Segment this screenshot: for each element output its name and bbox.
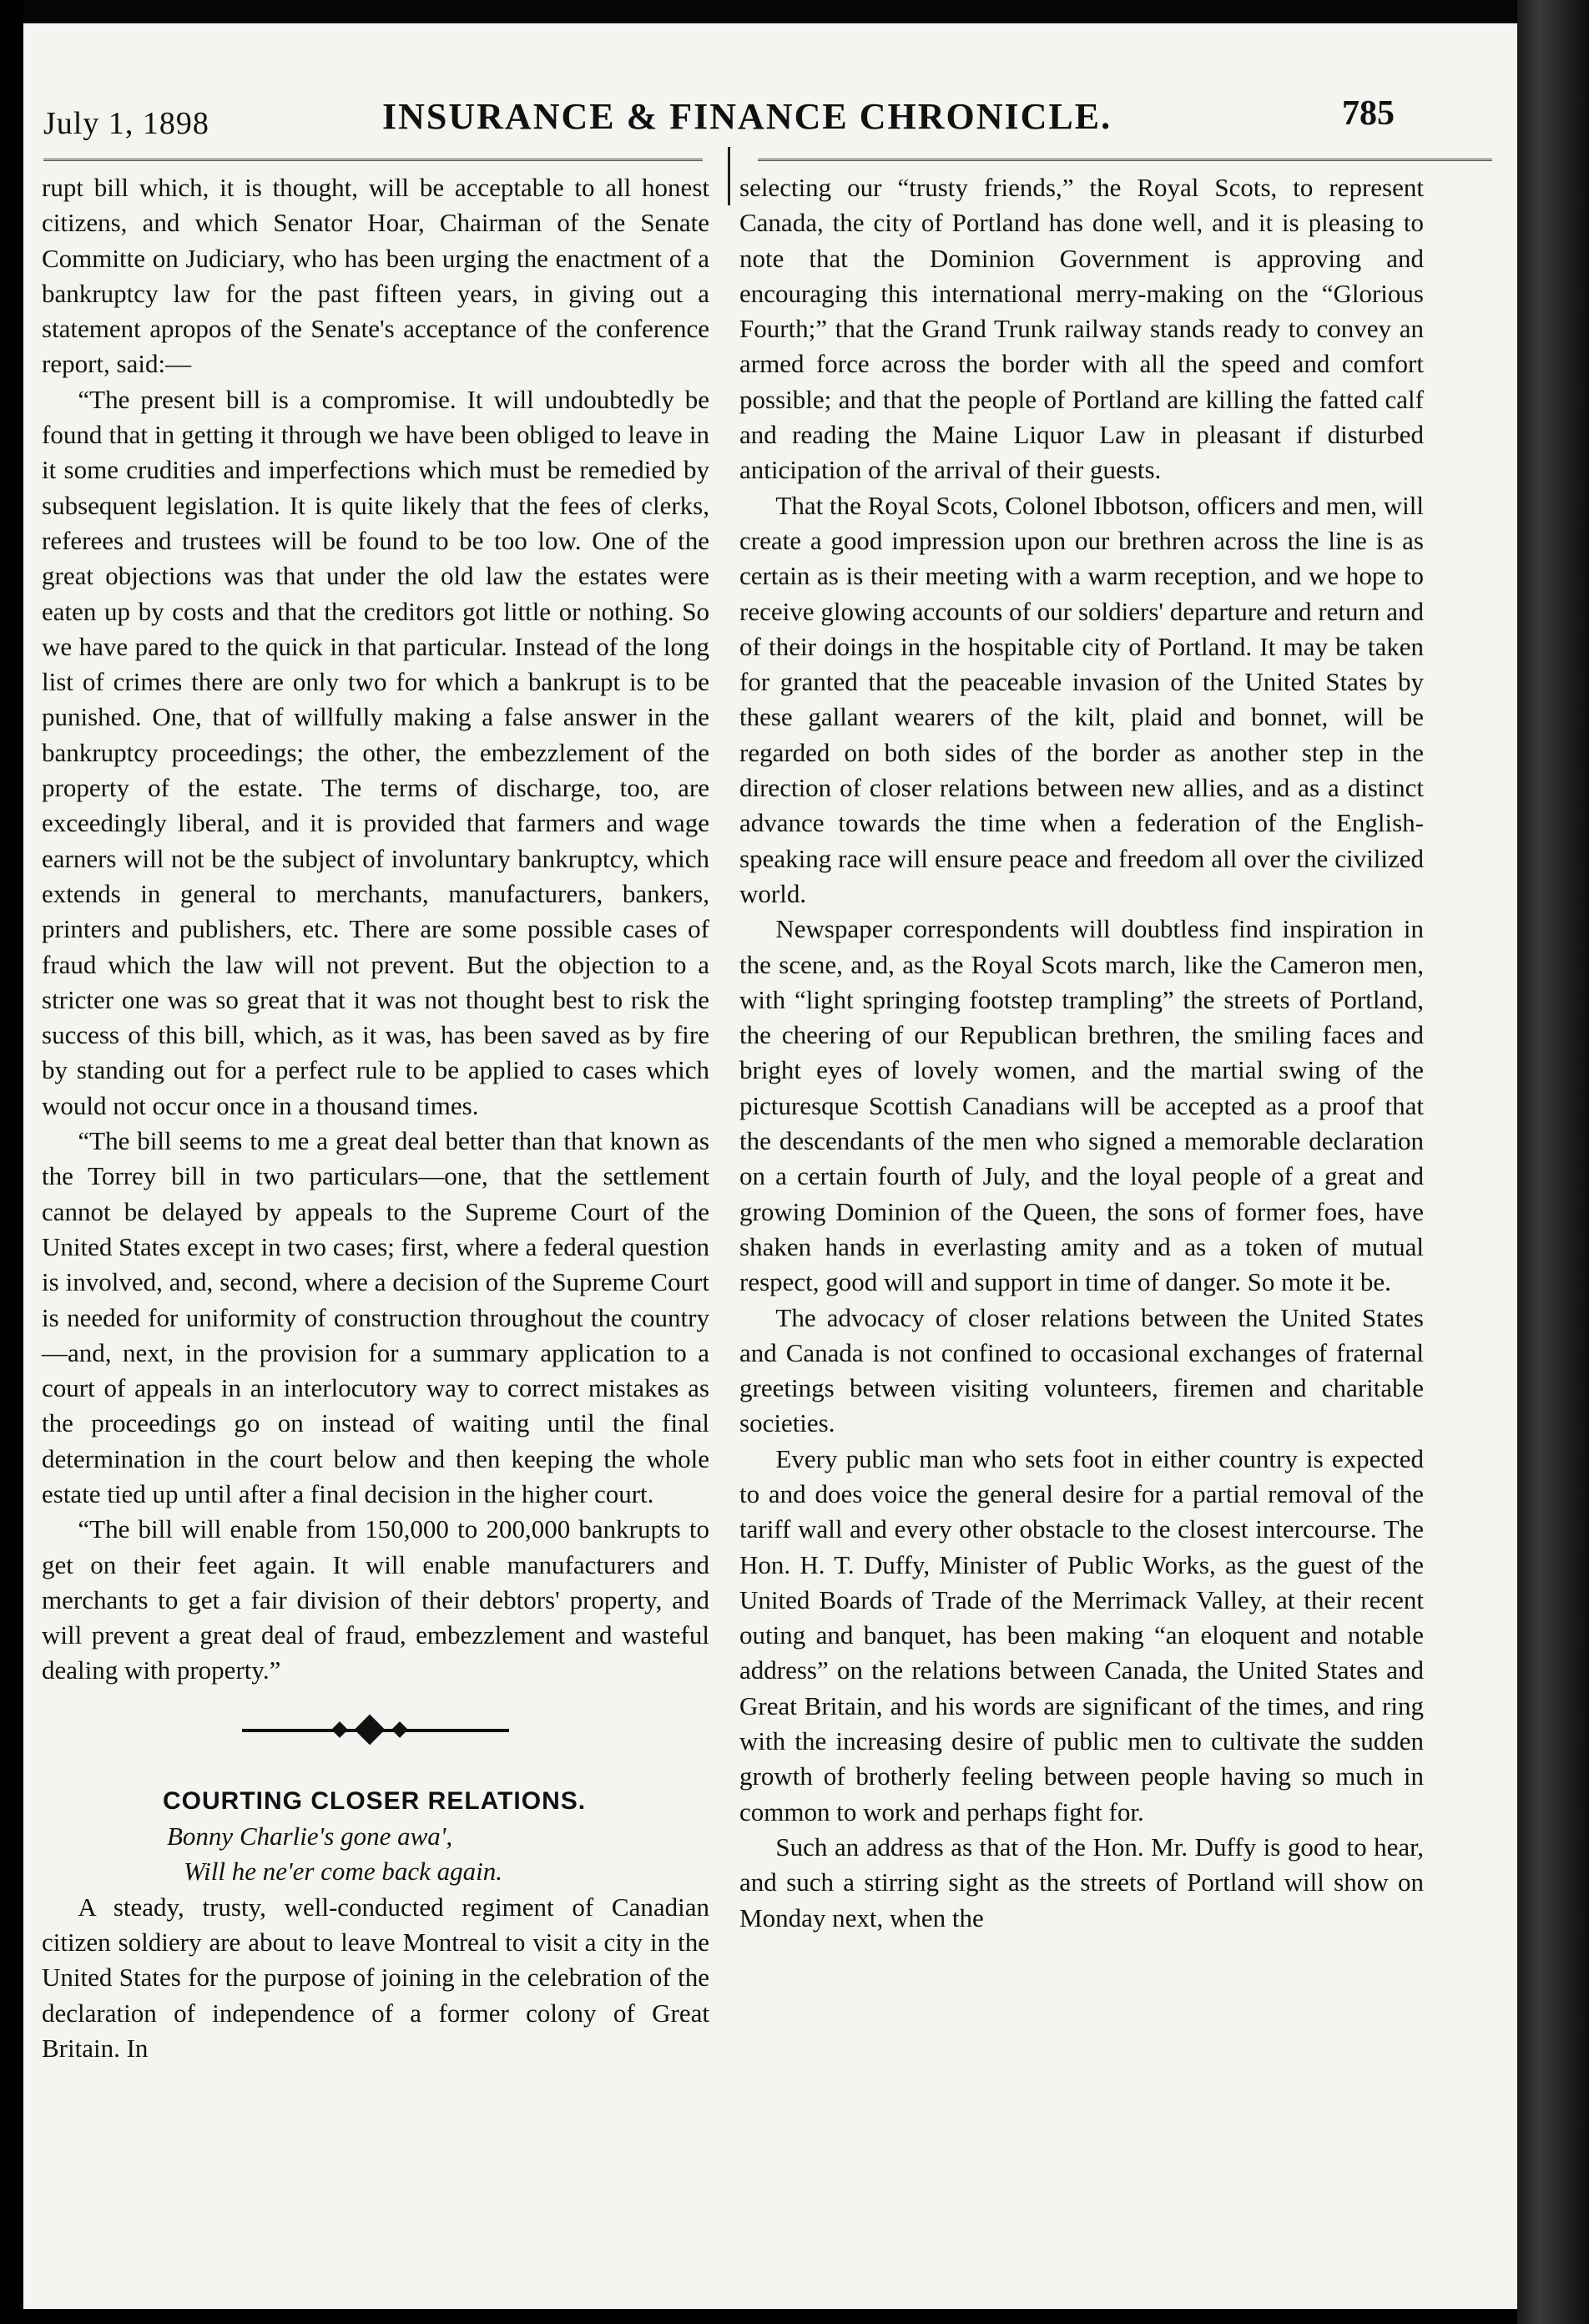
paragraph: The advocacy of closer relations between the United States and Canada is not confined to occasional exchanges of fraternal greetings between visiting volunteers, firemen and charitable societies. [739,1302,1424,1438]
paragraph: Such an address as that of the Hon. Mr. Duffy is good to hear, and such a stirring sight as the streets of Portland will show on Monday next, when the [739,1831,1424,1932]
paragraph: “The bill seems to me a great deal better than that known as the Torrey bill in two particulars—one, that the settlement cannot be delayed by appeals to the Supreme Court of the United States except in two cases; first, where a federal question is involved, and, second, where a decision of the Supreme Court is needed for uniformity of construction throughout the country—and, next, in the provision for a summary application to a court of appeals in an interlocutory way to correct mistakes as the proceedings go on instead of waiting until the final determination in the court below and then keeping the whole estate tied up until after a final decision in the higher court. [42,1126,709,1508]
section-title: COURTING CLOSER RELATIONS. [163,1786,587,1815]
paragraph: Every public man who sets foot in either country is expected to and does voice the general desire for a partial removal of the tariff wall and every other obstacle to the closest intercourse. The Hon. H. T. Duffy, Minister of Public Works, as the guest of the United Boards of Trade of the Merrimack Valley, at their recent outing and banquet, has been making “an eloquent and notable address” on the relations between Canada, the United States and Great Britain, and his words are significant of the times, and ring with the increasing desire of public men to cultivate the sudden growth of brotherly feeling between people having so much in common to work and perhaps fight for. [739,1443,1424,1826]
column-divider [728,147,730,205]
paragraph: “The bill will enable from 150,000 to 200,000 bankrupts to get on their feet again. It will enable manufacturers and merchants to get a fair division of their debtors' property, and will prevent a great deal of fraud, embezzlement and wasteful dealing with property.” [42,1514,709,1685]
publication-title: INSURANCE & FINANCE CHRONICLE. [382,96,1112,137]
paragraph: Newspaper correspondents will doubtless find inspiration in the scene, and, as the Royal Scots march, like the Cameron men, with “light springing footstep trampling” the streets of Portland, the cheering of our Republican brethren, the smiling faces and bright eyes of lovely women, and the martial swing of the picturesque Scottish Canadians will be accepted as a proof that the descendants of the men who signed a memorable declaration on a certain fourth of July, and the loyal people of a great and growing Dominion of the Queen, the sons of former foes, have shaken hands in everlasting amity and as a token of mutual respect, good will and support in time of danger. So mote it be. [739,914,1424,1297]
page-header [23,63,1517,172]
paragraph: rupt bill which, it is thought, will be acceptable to all honest citizens, and which Senator Hoar, Chairman of the Senate Committe on Judiciary, who has been urging the enactment of a bankruptcy law for the past fifteen years, in giving out a statement apropos of the Senate's acceptance of the conference report, said:— [42,173,709,379]
paragraph: “The present bill is a compromise. It will undoubtedly be found that in getting it through we have been obliged to leave in it some crudities and imperfections which must be remedied by subsequent legislation. It is quite likely that the fees of clerks, referees and trustees will be found to be too low. One of the great objections was that under the old law the estates were eaten up by costs and that the creditors got little or nothing. So we have pared to the quick in that particular. Instead of the long list of crimes there are only two for which a bankrupt is to be punished. One, that of willfully making a false answer in the bankruptcy proceedings; the other, the embezzlement of the property of the estate. The terms of discharge, too, are exceedingly liberal, and it is provided that farmers and wage earners will not be the subject of involuntary bankruptcy, which extends in general to merchants, manufacturers, bankers, printers and publishers, etc. There are some possible cases of fraud which the law will not prevent. But the objection to a stricter one was so great that it was not thought best to risk the success of this bill, which, as it was, has been saved as by fire by standing out for a perfect rule to be applied to cases which would not occur once in a thousand times. [42,384,709,1120]
page-number: 785 [1342,94,1395,133]
section-ornament [42,1717,709,1742]
left-column [42,170,709,2066]
header-rule-right [758,159,1492,161]
right-column [739,170,1424,1936]
header-rule-left [43,159,703,161]
paragraph: That the Royal Scots, Colonel Ibbotson, officers and men, will create a good impression upon our brethren across the line is as certain as is their meeting with a warm reception, and we hope to receive glowing accounts of our soldiers' departure and return and of their doings in the hospitable city of Portland. It may be taken for granted that the peaceable invasion of the United States by these gallant wearers of the kilt, plaid and bonnet, will be regarded on both sides of the border as another step in the direction of closer relations between new allies, and as a distinct advance towards the time when a federation of the English-speaking race will ensure peace and freedom all over the civilized world. [739,490,1424,908]
scan-top-edge [23,0,1517,23]
newspaper-page [23,23,1517,2309]
book-spine [1517,0,1589,2324]
epigraph-line: Will he ne'er come back again. [184,1857,502,1887]
paragraph: A steady, trusty, well-conducted regiment of Canadian citizen soldiery are about to leave Montreal to visit a city in the United States for the purpose of joining in the celebration of the declaration of independence of a former colony of Great Britain. In [42,1892,709,2063]
paragraph: selecting our “trusty friends,” the Royal Scots, to represent Canada, the city of Portland has done well, and it is pleasing to note that the Dominion Government is approving and encouraging this international merry-making on the “Glorious Fourth;” that the Grand Trunk railway stands ready to convey an armed force across the border with all the speed and comfort possible; and that the people of Portland are killing the fatted calf and reading the Maine Liquor Law in pleasant if disturbed anticipation of the arrival of their guests. [739,173,1424,485]
header-date: July 1, 1898 [43,106,209,141]
epigraph-line: Bonny Charlie's gone awa', [167,1821,453,1852]
